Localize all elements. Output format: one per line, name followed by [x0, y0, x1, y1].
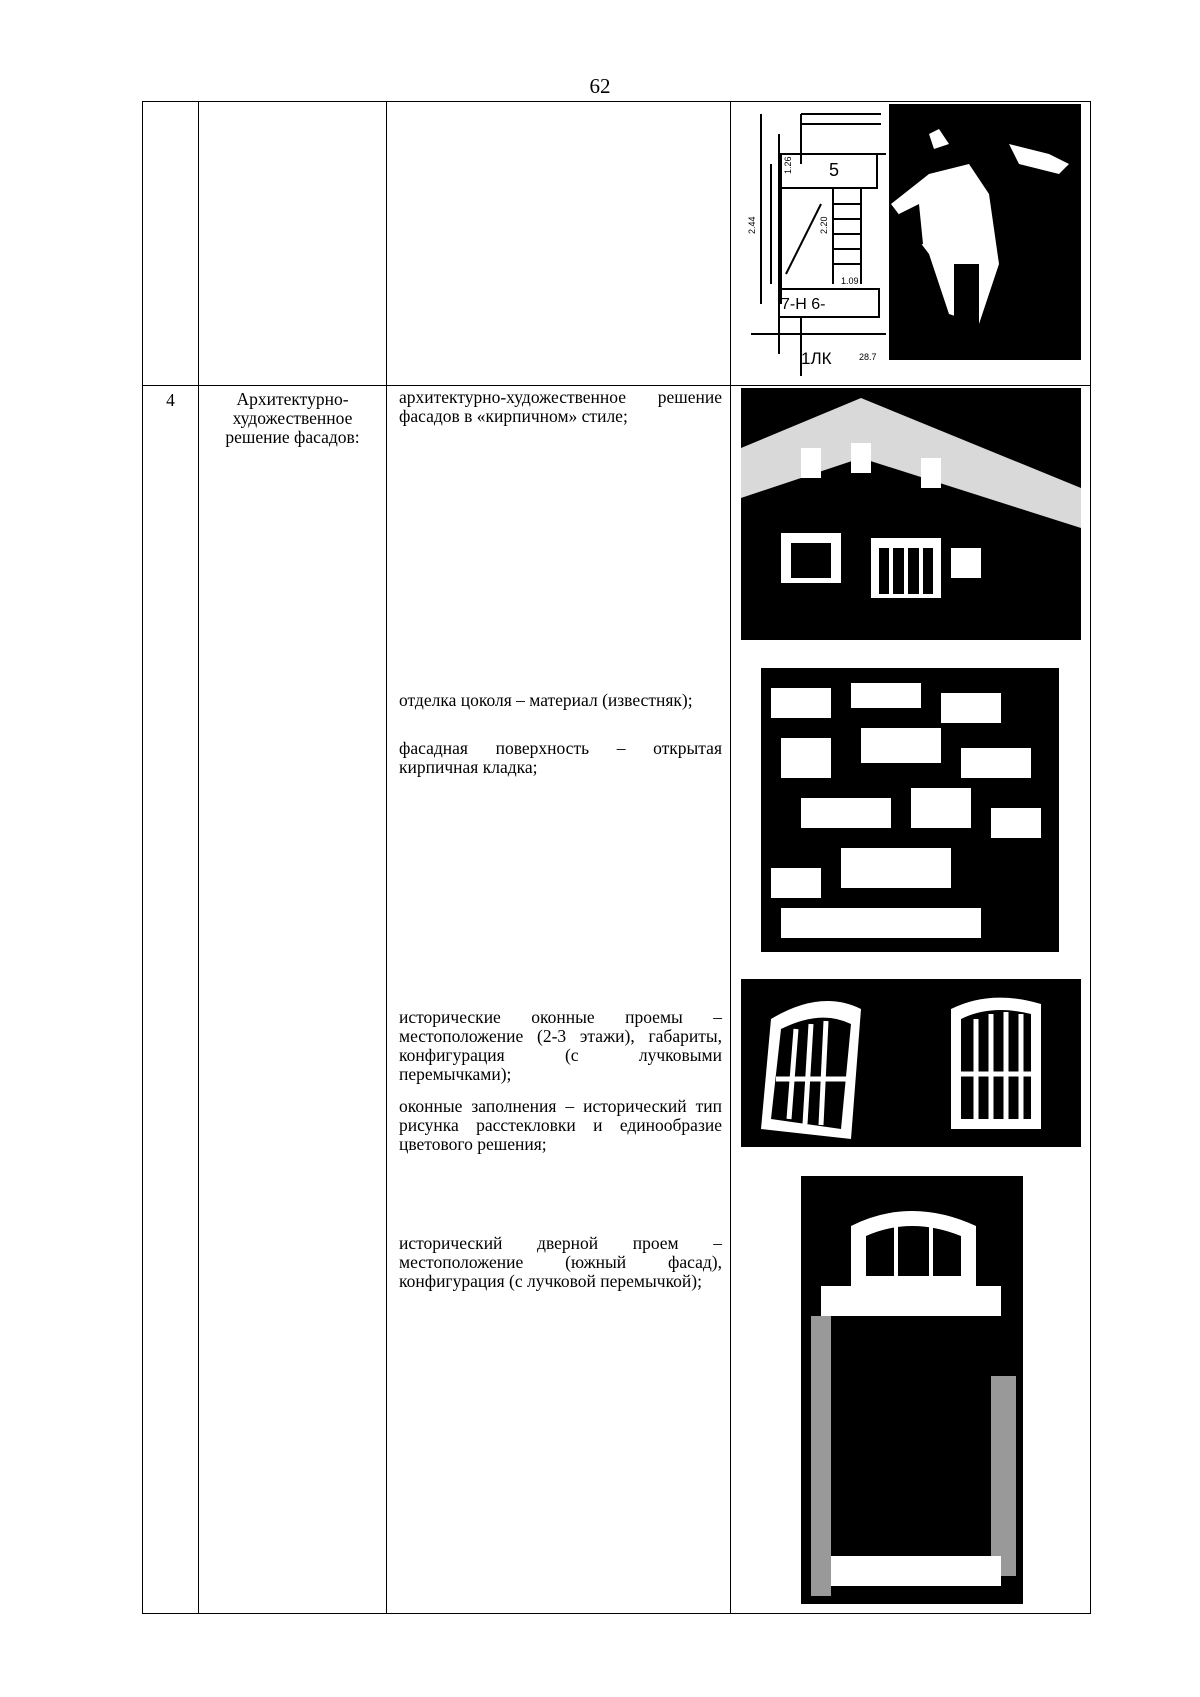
plan-dim-e: 28.7: [859, 352, 877, 362]
interior-photo: [889, 104, 1081, 360]
facade-photo: [741, 388, 1081, 640]
row-category: Архитектурно-художественное решение фасадов:: [199, 386, 387, 1614]
plan-label-room5: 5: [829, 160, 840, 180]
item-window-fillings: оконные заполнения – исторический тип рисунка расстекловки и единообразие цветового решения;: [399, 1096, 722, 1154]
row-description: [387, 386, 731, 1614]
cell-description-empty: [387, 102, 731, 386]
plan-dim-a: 1.26: [783, 156, 793, 174]
windows-photo: [741, 979, 1081, 1147]
item-facade-style: архитектурно-художественное решение фасадов в «кирпичном» стиле;: [399, 387, 722, 426]
table-row-4: [143, 386, 1091, 1614]
door-photo: [801, 1176, 1023, 1604]
floor-plan-image: [741, 104, 891, 376]
plan-dim-d: 2.44: [747, 216, 757, 234]
cell-photos: [731, 386, 1091, 1614]
plan-label-1lk: 1ЛК: [801, 349, 832, 368]
item-door-opening: исторический дверной проем – местоположение (южный фасад), конфигурация (с лучковой перемычкой);: [399, 1233, 722, 1291]
requirements-table: [142, 101, 1091, 1614]
plan-label-room6: 7-Н 6-: [781, 296, 826, 313]
masonry-photo: [761, 668, 1059, 952]
cell-images: [731, 102, 1091, 386]
cell-number-empty: [143, 102, 199, 386]
cell-category-empty: [199, 102, 387, 386]
item-plinth: отделка цоколя – материал (известняк);: [399, 690, 693, 710]
plan-dim-c: 1.09: [841, 276, 859, 286]
item-window-openings: исторические оконные проемы – местоположение (2-3 этажи), габариты, конфигурация (с лучковыми перемычками);: [399, 1007, 722, 1084]
item-facade-surface: фасадная поверхность – открытая кирпичная кладка;: [399, 738, 722, 777]
table-row-continued: [143, 102, 1091, 386]
plan-dim-b: 2.20: [819, 216, 829, 234]
row-number: 4: [143, 386, 199, 1614]
page-number: 62: [589, 74, 611, 98]
